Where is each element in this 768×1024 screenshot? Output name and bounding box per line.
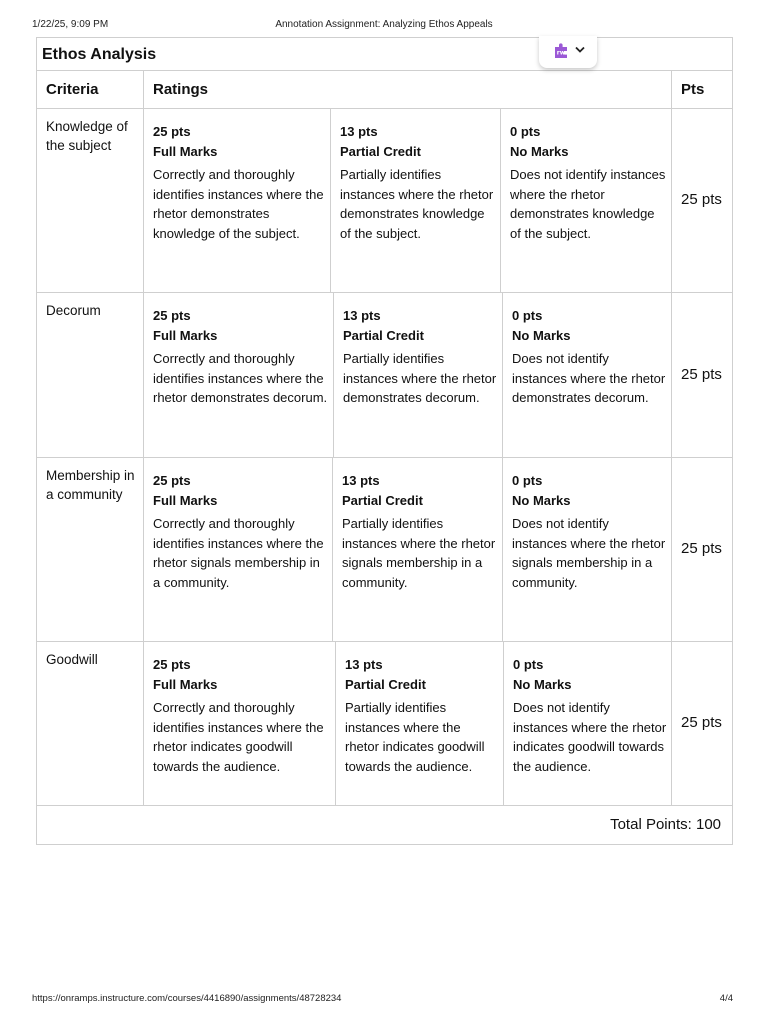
rating-no-marks xyxy=(512,471,666,592)
chevron-down-icon[interactable] xyxy=(575,46,585,54)
pts-header: Pts xyxy=(681,81,705,98)
rating-full-marks xyxy=(153,306,329,408)
rating-name: Partial Credit xyxy=(342,492,423,508)
rating-description: Partially identifies instances where the rhetor indicates goodwill towards the audience. xyxy=(345,700,485,774)
rating-description: Correctly and thoroughly identifies instances where the rhetor demonstrates knowledge of the subject. xyxy=(153,167,324,241)
extension-badge-text: rw xyxy=(556,49,566,57)
rating-points: 25 pts xyxy=(153,657,191,672)
rating-name: No Marks xyxy=(512,492,571,508)
rating-name: Full Marks xyxy=(153,143,218,159)
rating-description: Does not identify instances where the rhetor signals membership in a community. xyxy=(512,516,666,590)
rating-name: Full Marks xyxy=(153,492,218,508)
rating-points: 25 pts xyxy=(153,124,191,139)
rating-description: Does not identify instances where the rhetor demonstrates decorum. xyxy=(512,351,666,405)
rubric-total-row xyxy=(37,806,732,844)
rating-description: Does not identify instances where the rhetor indicates goodwill towards the audience. xyxy=(513,700,667,774)
criterion-row-membership xyxy=(37,458,732,642)
rating-name: Partial Credit xyxy=(343,327,424,343)
rating-partial-credit xyxy=(343,306,497,408)
criterion-points: 25 pts xyxy=(681,366,722,383)
criterion-label: Membership in a community xyxy=(46,468,135,502)
rating-partial-credit xyxy=(340,122,495,243)
rating-description: Partially identifies instances where the rhetor demonstrates decorum. xyxy=(343,351,497,405)
rating-no-marks xyxy=(512,306,666,408)
criterion-points: 25 pts xyxy=(681,191,722,208)
rating-points: 25 pts xyxy=(153,473,191,488)
rating-name: Full Marks xyxy=(153,327,218,343)
rating-description: Partially identifies instances where the rhetor signals membership in a community. xyxy=(342,516,496,590)
rubric-header-row xyxy=(37,71,732,109)
rating-no-marks xyxy=(513,655,667,776)
print-url: https://onramps.instructure.com/courses/4416890/assignments/48728234 xyxy=(32,993,342,1004)
rating-points: 13 pts xyxy=(345,657,383,672)
rating-full-marks xyxy=(153,122,325,243)
rating-points: 0 pts xyxy=(513,657,544,672)
rating-full-marks xyxy=(153,471,328,592)
rating-description: Partially identifies instances where the rhetor demonstrates knowledge of the subject. xyxy=(340,167,494,241)
criterion-label: Decorum xyxy=(46,303,101,318)
rubric-title: Ethos Analysis xyxy=(42,46,157,63)
rating-name: Partial Credit xyxy=(340,143,421,159)
rubric-table xyxy=(36,37,733,845)
rating-points: 0 pts xyxy=(512,308,543,323)
criterion-row-knowledge xyxy=(37,109,732,293)
print-page-title: Annotation Assignment: Analyzing Ethos Appeals xyxy=(275,19,493,30)
rating-description: Correctly and thoroughly identifies instances where the rhetor signals membership in a community. xyxy=(153,516,324,590)
rating-name: No Marks xyxy=(512,327,571,343)
rating-full-marks xyxy=(153,655,329,776)
rating-points: 25 pts xyxy=(153,308,191,323)
criterion-row-goodwill xyxy=(37,642,732,806)
rating-description: Does not identify instances where the rhetor demonstrates knowledge of the subject. xyxy=(510,167,666,241)
rating-name: Full Marks xyxy=(153,676,218,692)
rating-points: 13 pts xyxy=(343,308,381,323)
criterion-points: 25 pts xyxy=(681,540,722,557)
print-footer xyxy=(32,993,736,1007)
rating-points: 13 pts xyxy=(342,473,380,488)
rating-name: No Marks xyxy=(510,143,569,159)
rating-name: No Marks xyxy=(513,676,572,692)
criterion-row-decorum xyxy=(37,293,732,458)
rating-partial-credit xyxy=(345,655,498,776)
total-points: Total Points: 100 xyxy=(610,816,721,833)
print-header xyxy=(32,19,736,33)
print-page-number: 4/4 xyxy=(719,993,733,1004)
print-datetime: 1/22/25, 9:09 PM xyxy=(32,19,109,30)
rating-description: Correctly and thoroughly identifies instances where the rhetor indicates goodwill towards the audience. xyxy=(153,700,324,774)
rating-partial-credit xyxy=(342,471,497,592)
extension-widget[interactable] xyxy=(539,36,597,68)
rubric-title-bar xyxy=(37,38,732,71)
rating-description: Correctly and thoroughly identifies instances where the rhetor demonstrates decorum. xyxy=(153,351,328,405)
criterion-label: Goodwill xyxy=(46,652,98,667)
puzzle-icon[interactable] xyxy=(552,42,570,60)
rating-no-marks xyxy=(510,122,666,243)
rating-points: 13 pts xyxy=(340,124,378,139)
criterion-label: Knowledge of the subject xyxy=(46,119,128,153)
rating-name: Partial Credit xyxy=(345,676,426,692)
rating-points: 0 pts xyxy=(510,124,541,139)
ratings-header: Ratings xyxy=(153,81,209,98)
rating-points: 0 pts xyxy=(512,473,543,488)
criteria-header: Criteria xyxy=(46,81,99,98)
criterion-points: 25 pts xyxy=(681,714,722,731)
